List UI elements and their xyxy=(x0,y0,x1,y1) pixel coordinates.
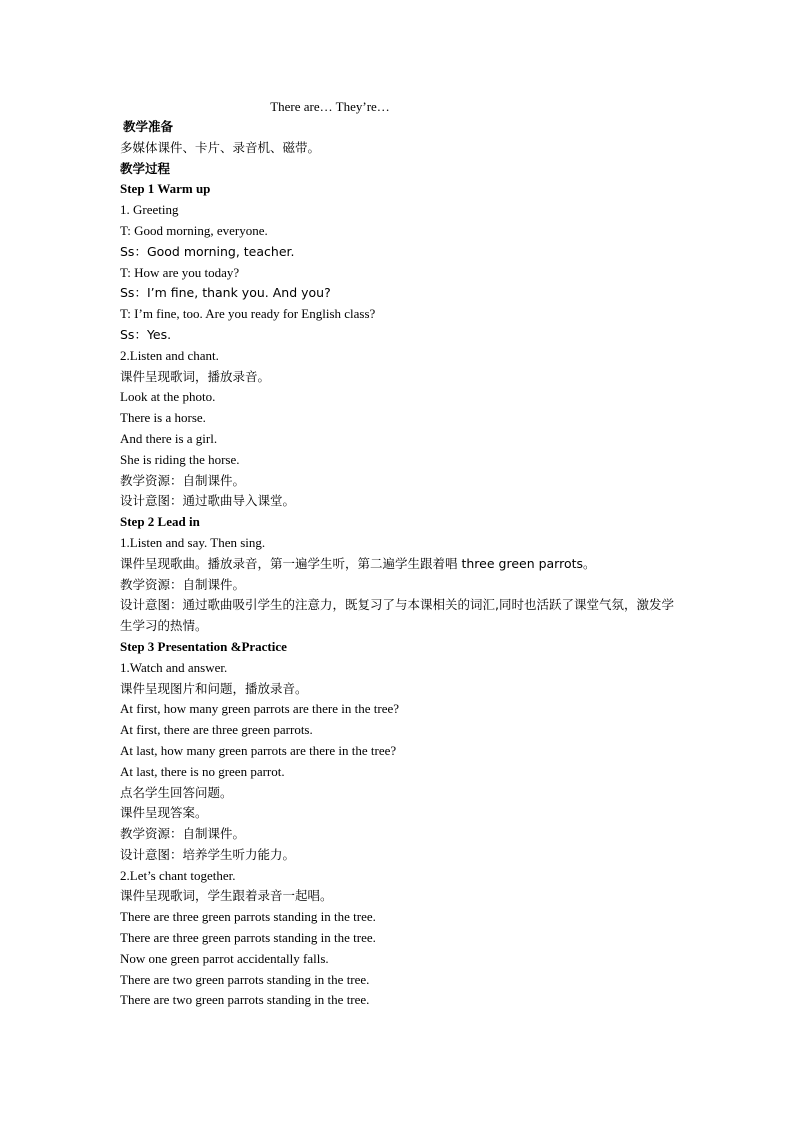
text-line: 设计意图：培养学生听力能力。 xyxy=(120,846,296,862)
text-line: There are two green parrots standing in the tree. xyxy=(120,992,370,1008)
document-title: There are… They’re… xyxy=(270,99,390,114)
text-line: There are two green parrots standing in the tree. xyxy=(120,971,370,987)
text-line: 1. Greeting xyxy=(120,202,179,218)
text-line: 教学资源：自制课件。 xyxy=(120,576,246,592)
text-line: Now one green parrot accidentally falls. xyxy=(120,950,329,966)
text-line: Ss：Yes. xyxy=(120,326,172,342)
text-line: 教学资源：自制课件。 xyxy=(120,826,246,842)
section-heading: 教学准备 xyxy=(123,119,174,134)
text-line: There are three green parrots standing in the tree. xyxy=(120,909,376,925)
document-body xyxy=(120,117,680,1011)
text-line: 课件呈现图片和问题，播放录音。 xyxy=(120,680,308,696)
text-line: At first, there are three green parrots. xyxy=(120,722,313,738)
text-line: 教学资源：自制课件。 xyxy=(120,472,246,488)
text-line: T: I’m fine, too. Are you ready for English class? xyxy=(120,306,376,322)
section-heading: Step 1 Warm up xyxy=(120,181,211,197)
text-line: Look at the photo. xyxy=(120,389,216,405)
text-line: 1.Watch and answer. xyxy=(120,659,228,675)
text-line: Ss：Good morning, teacher. xyxy=(120,243,295,259)
text-line: 课件呈现歌词，学生跟着录音一起唱。 xyxy=(120,888,333,904)
text-line: T: How are you today? xyxy=(120,264,240,280)
text-line: At first, how many green parrots are there in the tree? xyxy=(120,701,400,717)
text-line: 设计意图：通过歌曲吸引学生的注意力，既复习了与本课相关的词汇,同时也活跃了课堂气氛，激发学生学习的热情。 xyxy=(120,597,674,634)
text-line: 1.Listen and say. Then sing. xyxy=(120,534,266,550)
text-line: 设计意图：通过歌曲导入课堂。 xyxy=(120,493,296,509)
text-line: 课件呈现答案。 xyxy=(120,805,208,821)
section-heading: Step 3 Presentation &Practice xyxy=(120,638,287,654)
text-line: T: Good morning, everyone. xyxy=(120,222,268,238)
text-line: 点名学生回答问题。 xyxy=(120,784,233,800)
text-line: 课件呈现歌词，播放录音。 xyxy=(120,368,271,384)
text-line: She is riding the horse. xyxy=(120,451,240,467)
text-line: 2.Let’s chant together. xyxy=(120,867,236,883)
text-line: 课件呈现歌曲。播放录音，第一遍学生听，第二遍学生跟着唱 three green parrots。 xyxy=(120,555,596,571)
section-heading: Step 2 Lead in xyxy=(120,514,200,530)
text-line: Ss：I’m fine, thank you. And you? xyxy=(120,285,331,301)
text-line: And there is a girl. xyxy=(120,430,218,446)
text-line: There are three green parrots standing in the tree. xyxy=(120,930,376,946)
section-heading: 教学过程 xyxy=(120,160,171,176)
text-line: 多媒体课件、卡片、录音机、磁带。 xyxy=(120,139,321,155)
text-line: There is a horse. xyxy=(120,410,206,426)
text-line: At last, how many green parrots are there in the tree? xyxy=(120,742,397,758)
text-line: 2.Listen and chant. xyxy=(120,347,219,363)
text-line: At last, there is no green parrot. xyxy=(120,763,285,779)
